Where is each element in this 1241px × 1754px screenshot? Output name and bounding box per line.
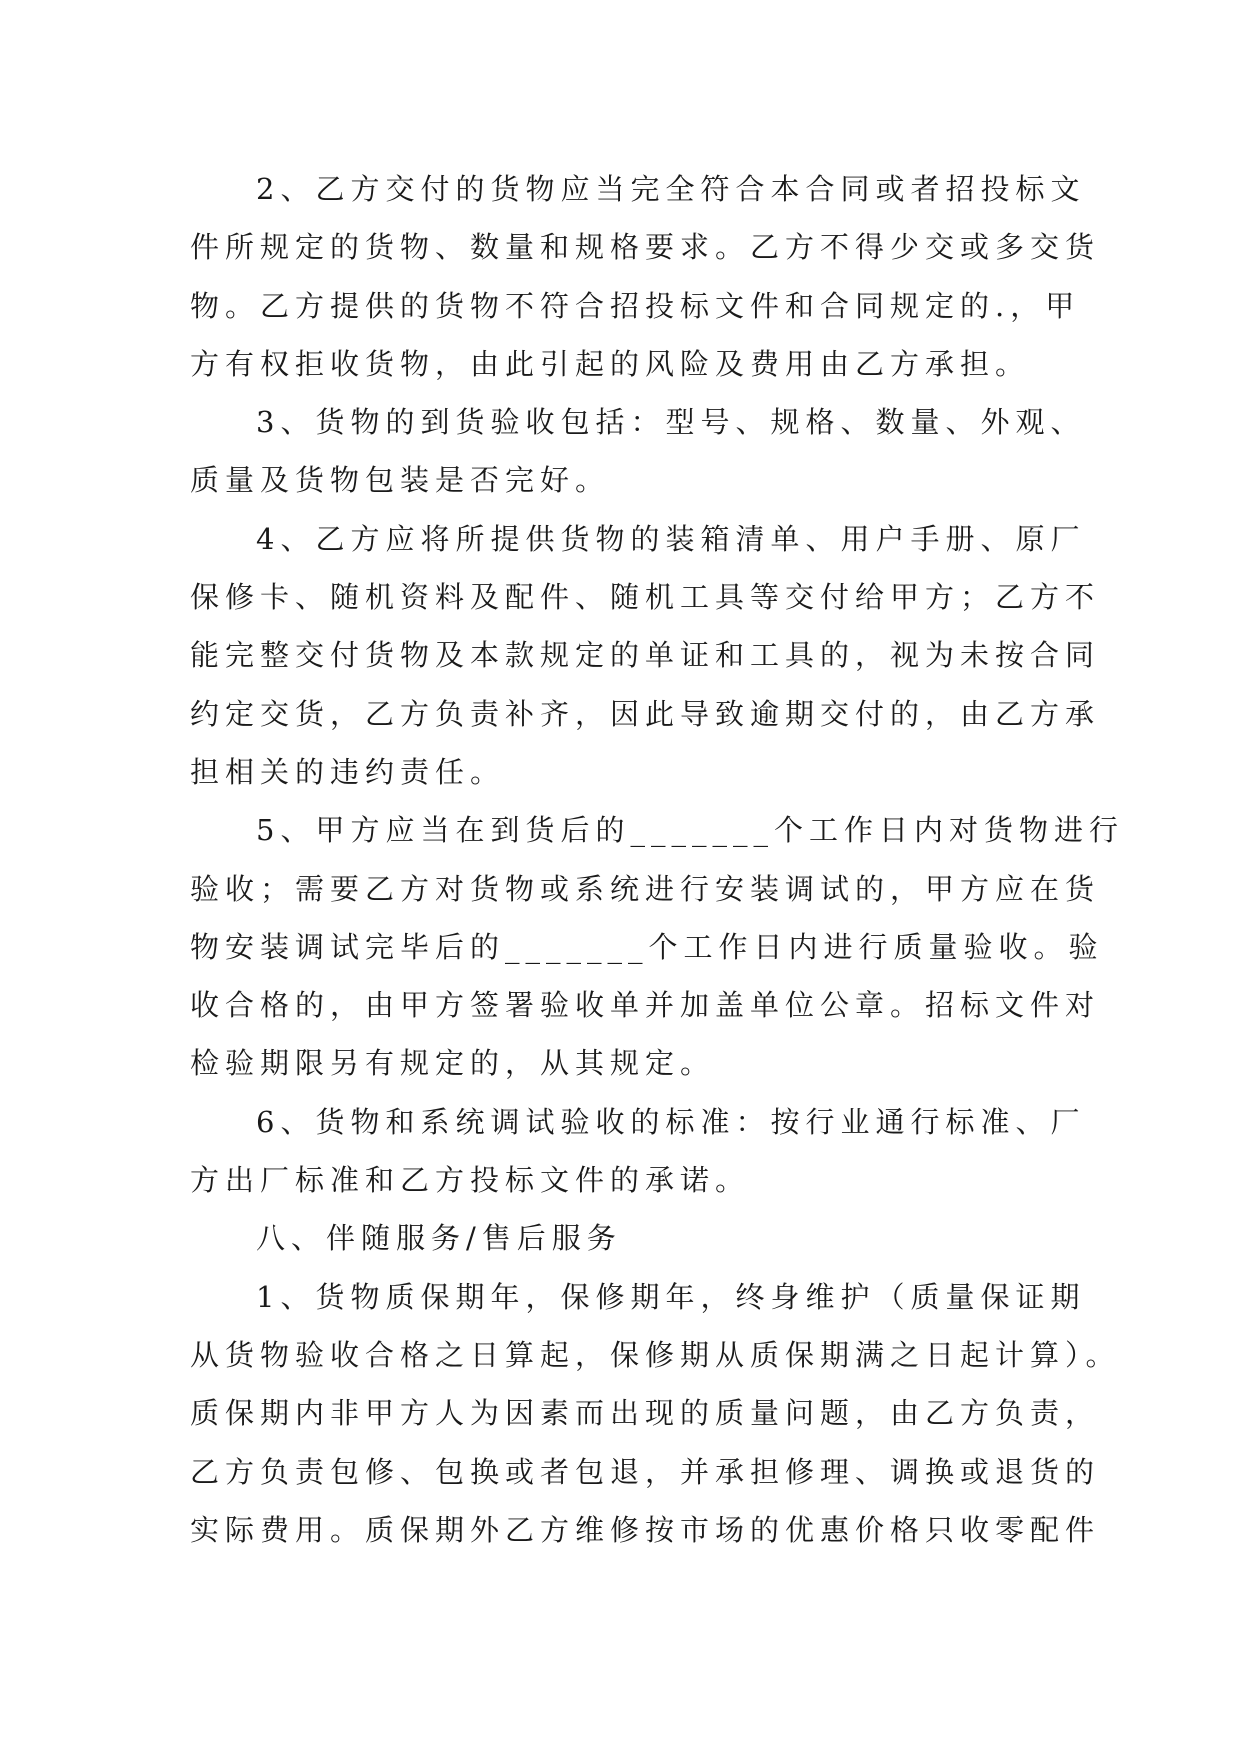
text-line: 约定交货，乙方负责补齐，因此导致逾期交付的，由乙方承 <box>190 696 1101 731</box>
text-line: 收合格的，由甲方签署验收单并加盖单位公章。招标文件对 <box>190 988 1101 1023</box>
text-line: 4、乙方应将所提供货物的装箱清单、用户手册、原厂 <box>256 521 1086 556</box>
text-line: 方有权拒收货物，由此引起的风险及费用由乙方承担。 <box>190 346 1031 381</box>
text-line: 方出厂标准和乙方投标文件的承诺。 <box>190 1163 751 1198</box>
text-line: 能完整交付货物及本款规定的单证和工具的，视为未按合同 <box>190 638 1101 673</box>
text-line: 验收；需要乙方对货物或系统进行安装调试的，甲方应在货 <box>190 871 1101 906</box>
text-line: 检验期限另有规定的，从其规定。 <box>190 1046 716 1081</box>
text-line: 实际费用。质保期外乙方维修按市场的优惠价格只收零配件 <box>190 1512 1101 1547</box>
text-line: 5、甲方应当在到货后的_______个工作日内对货物进行 <box>256 813 1124 848</box>
text-line: 物。乙方提供的货物不符合招投标文件和合同规定的.，甲 <box>190 288 1081 323</box>
text-line: 6、货物和系统调试验收的标准：按行业通行标准、厂 <box>256 1104 1086 1139</box>
document-body <box>190 160 1124 1559</box>
text-line: 件所规定的货物、数量和规格要求。乙方不得少交或多交货 <box>190 230 1101 265</box>
section-heading: 八、伴随服务/售后服务 <box>256 1221 622 1256</box>
text-line: 从货物验收合格之日算起，保修期从质保期满之日起计算）。 <box>190 1337 1121 1372</box>
text-line: 担相关的违约责任。 <box>190 754 506 789</box>
text-line: 保修卡、随机资料及配件、随机工具等交付给甲方；乙方不 <box>190 580 1101 615</box>
text-line: 2、乙方交付的货物应当完全符合本合同或者招投标文 <box>256 172 1086 206</box>
text-line: 1、货物质保期年，保修期年，终身维护（质量保证期 <box>256 1279 1086 1314</box>
text-line: 质量及货物包装是否完好。 <box>190 463 611 498</box>
text-line: 乙方负责包修、包换或者包退，并承担修理、调换或退货的 <box>190 1454 1101 1489</box>
text-line: 3、货物的到货验收包括：型号、规格、数量、外观、 <box>256 405 1086 440</box>
text-line: 质保期内非甲方人为因素而出现的质量问题，由乙方负责， <box>190 1396 1101 1431</box>
text-line: 物安装调试完毕后的_______个工作日内进行质量验收。验 <box>190 929 1104 964</box>
